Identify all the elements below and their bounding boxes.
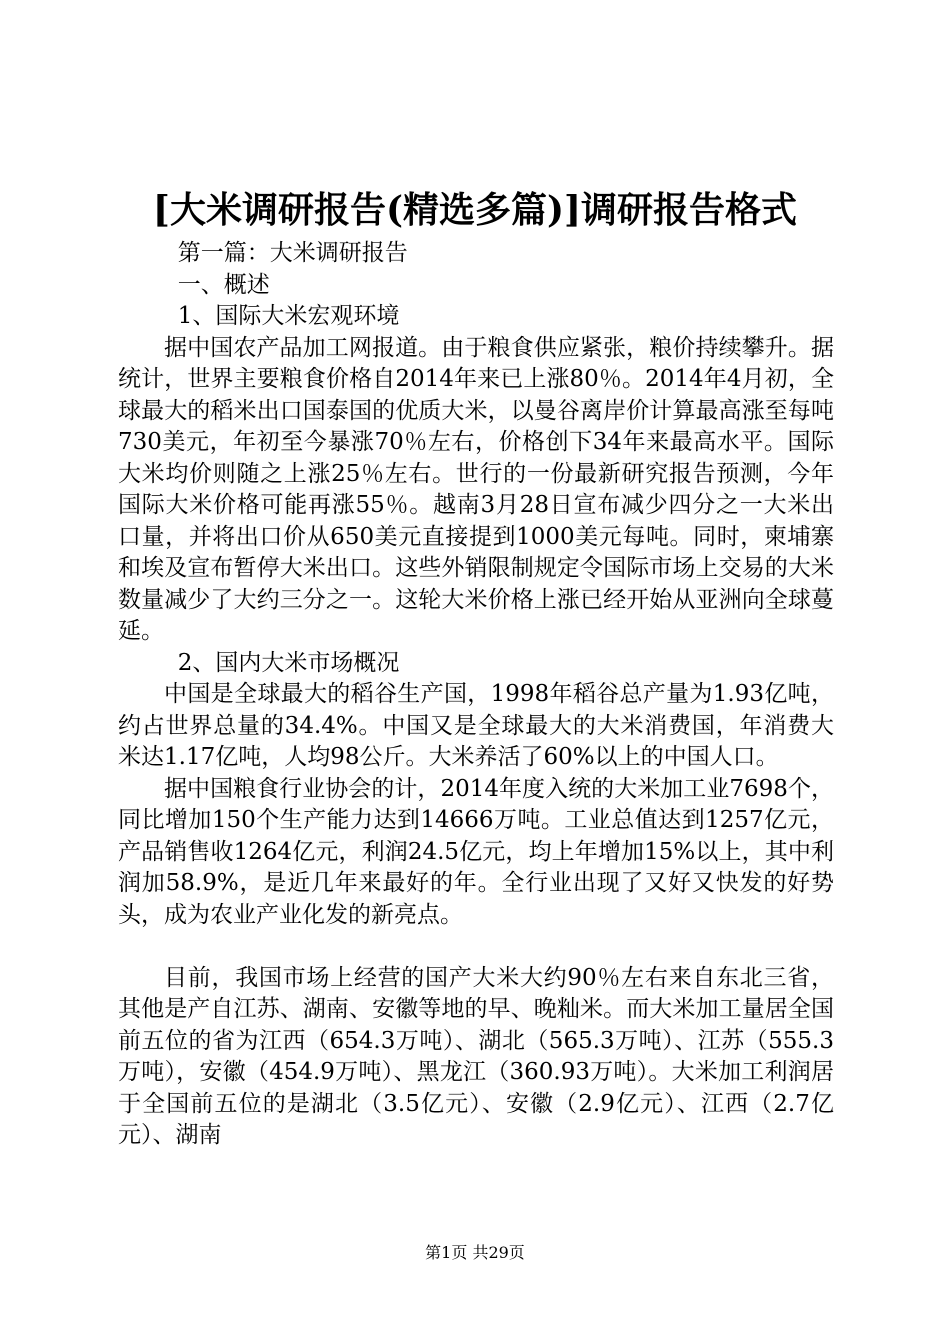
section-heading-international: 1、国际大米宏观环境 — [177, 303, 400, 329]
paragraph-international-market: 据中国农产品加工网报道。由于粮食供应紧张，粮价持续攀升。据统计，世界主要粮食价格自2014年来已上涨80％。2014年4月初，全球最大的稻米出口国泰国的优质大米，以曼谷离岸价计算最高涨至每吨730美元，年初至今暴涨70％左右，价格创下34年来最高水平。国际大米均价则随之上涨25％左右。世行的一份最新研究报告预测，今年国际大米价格可能再涨55％。越南3月28日宣布减少四分之一大米出口量，并将出口价从650美元直接提到1000美元每吨。同时，柬埔寨和埃及宣布暂停大米出口。这些外销限制规定令国际市场上交易的大米数量减少了大约三分之一。这轮大米价格上涨已经开始从亚洲向全球蔓延。 — [118, 334, 834, 644]
paragraph-industry-association: 据中国粮食行业协会的计，2014年度入统的大米加工业7698个，同比增加150个生产能力达到14666万吨。工业总值达到1257亿元，产品销售收1264亿元，利润24.5亿元，均上年增加15%以上，其中利润加58.9%，是近几年来最好的年。全行业出现了又好又快发的好势头，成为农业产业化发的新亮点。 — [118, 775, 834, 928]
document-title: [大米调研报告(精选多篇)]调研报告格式 — [152, 189, 798, 231]
section-heading-part-one: 第一篇：大米调研报告 — [177, 240, 408, 266]
page-number-footer: 第1页 共29页 — [425, 1243, 525, 1262]
section-heading-domestic: 2、国内大米市场概况 — [177, 649, 400, 676]
paragraph-domestic-supply: 目前，我国市场上经营的国产大米大约90％左右来自东北三省，其他是产自江苏、湖南、安徽等地的早、晚籼米。而大米加工量居全国前五位的省为江西（654.3万吨）、湖北（565.3万吨）、江苏（555.3万吨），安徽（454.9万吨）、黑龙江（360.93万吨）。大米加工利润居于全国前五位的是湖北（3.5亿元）、安徽（2.9亿元）、江西（2.7亿元）、湖南 — [118, 964, 834, 1148]
section-heading-overview: 一、概述 — [177, 271, 270, 298]
paragraph-rice-production: 中国是全球最大的稻谷生产国，1998年稻谷总产量为1.93亿吨，约占世界总量的34.4%。中国又是全球最大的大米消费国，年消费大米达1.17亿吨，人均98公斤。大米养活了60%以上的中国人口。 — [118, 681, 834, 770]
document-body — [118, 238, 834, 1152]
